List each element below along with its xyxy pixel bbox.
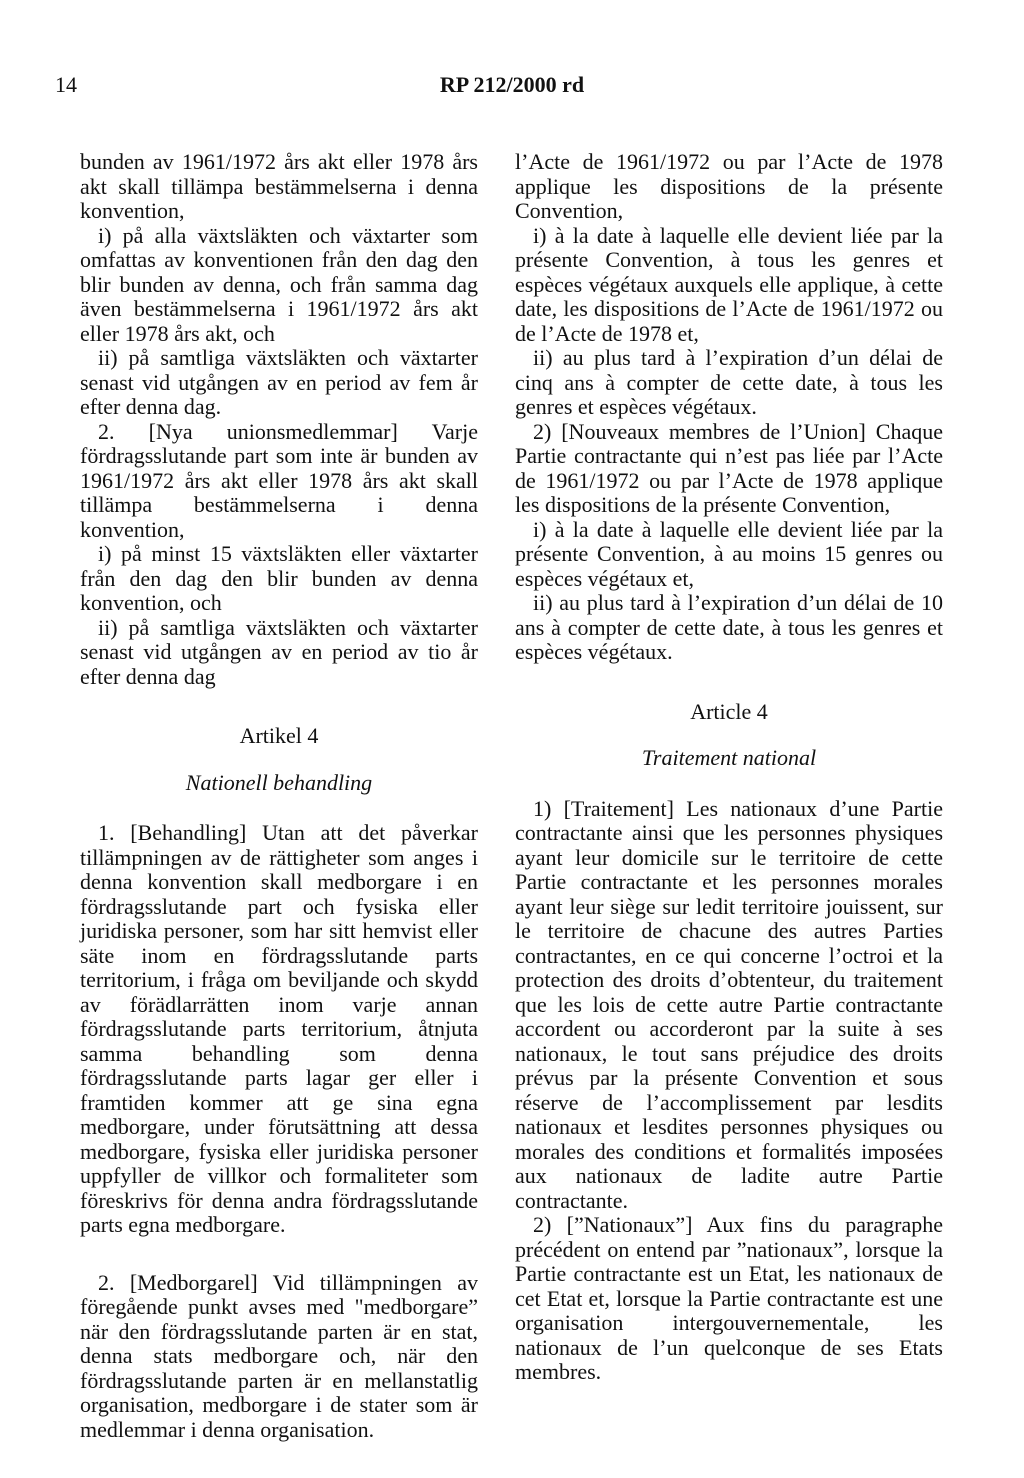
- fr-paragraph-5: i) à la date à laquelle elle devient liée par la présente Convention, à au moins 15 genres ou espèces végétaux et,: [515, 516, 943, 591]
- sv-paragraph-8: 2. [Medborgarel] Vid tillämpningen av föregående punkt avses med "medborgare” när den fördragsslutande parten är en stat, denna stats medborgare och, när den fördragsslutande parten är en mellanstatlig organisation, medborgare i de stater som är medlemmar i denna organisation.: [80, 1269, 478, 1442]
- fr-paragraph-4: 2) [Nouveaux membres de l’Union] Chaque Partie contractante qui n’est pas liée par l’Acte de 1961/1972 ou par l’Acte de 1978 applique les dispositions de la présente Convention,: [515, 418, 943, 517]
- french-column: [515, 150, 943, 1385]
- sv-paragraph-2: i) på alla växtsläkten och växtarter som omfattas av konventionen från den dag den blir bunden av denna, och från samma dag även bestämmelserna i 1961/1972 års akt eller 1978 års akt, och: [80, 222, 478, 346]
- fr-paragraph-7: 1) [Traitement] Les nationaux d’une Partie contractante ainsi que les personnes physiques ayant leur domicile sur le territoire de cette Partie contractante et les personnes morales ayant leur siège sur ledit territoire jouissent, sur le territoire de chacune des autres Parties contractantes, en ce qui concerne l’octroi et la protection des droits d’obtenteur, du traitement que les lois de cette autre Partie contractante accordent ou accorderont par la suite à ses nationaux, le tout sans préjudice des droits prévus par la présente Convention et sous réserve de l’accomplissement par lesdits nationaux et lesdites personnes physiques ou morales des conditions et formalités imposées aux nationaux de ladite autre Partie contractante.: [515, 795, 943, 1213]
- fr-article-subtitle: Traitement national: [641, 745, 817, 770]
- sv-paragraph-5: i) på minst 15 växtsläkten eller växtarter från den dag den blir bunden av denna konvention, och: [80, 541, 478, 615]
- sv-paragraph-6: ii) på samtliga växtsläkten och växtarter senast vid utgången av en period av tio år efter denna dag: [80, 614, 478, 689]
- fr-paragraph-3: ii) au plus tard à l’expiration d’un délai de cinq ans à compter de cette date, à tous les genres et espèces végétaux.: [515, 345, 943, 419]
- sv-paragraph-1: bunden av 1961/1972 års akt eller 1978 års akt skall tillämpa bestämmelserna i denna konvention,: [80, 149, 478, 223]
- page-number: 14: [55, 72, 77, 97]
- fr-paragraph-8: 2) [”Nationaux”] Aux fins du paragraphe précédent on entend par ”nationaux”, lorsque la Partie contractante est un Etat, les nationaux de cet Etat et, lorsque la Partie contractante est une organisation intergouvernementale, les nationaux de l’un quelconque de ses Etats membres.: [515, 1212, 943, 1384]
- sv-paragraph-7: 1. [Behandling] Utan att det påverkar tillämpningen av de rättigheter som anges i denna konvention skall medborgare i en fördragsslutande part och fysiska eller juridiska personer, som har sitt hemvist eller säte inom en fördragsslutande parts territorium, i fråga om beviljande och skydd av förädlarrätten inom varje annan fördragsslutande parts territorium, åtnjuta samma behandling som denna fördragsslutande parts lagar ger eller i framtiden kommer att ge sina egna medborgare, under förutsättning att dessa medborgare, fysiska eller juridiska personer uppfyller de villkor och formaliteter som föreskrivs för denna andra fördragsslutande parts egna medborgare.: [80, 820, 478, 1237]
- fr-article-title: Article 4: [690, 698, 768, 724]
- fr-paragraph-2: i) à la date à laquelle elle devient liée par la présente Convention, à tous les genres et espèces végétaux auxquels elle applique, à cette date, les dispositions de l’Acte de 1961/1972 ou de l’Acte de 1978 et,: [515, 222, 943, 346]
- sv-article-subtitle: Nationell behandling: [185, 769, 373, 795]
- document-reference: RP 212/2000 rd: [439, 72, 585, 97]
- fr-paragraph-1: l’Acte de 1961/1972 ou par l’Acte de 1978 applique les dispositions de la présente Convention,: [515, 149, 943, 223]
- fr-paragraph-6: ii) au plus tard à l’expiration d’un délai de 10 ans à compter de cette date, à tous les genres et espèces végétaux.: [515, 590, 943, 664]
- sv-paragraph-3: ii) på samtliga växtsläkten och växtarter senast vid utgången av en period av fem år efter denna dag.: [80, 345, 478, 419]
- sv-paragraph-4: 2. [Nya unionsmedlemmar] Varje fördragsslutande part som inte är bunden av 1961/1972 års akt eller 1978 års akt skall tillämpa bestämmelserna i denna konvention,: [80, 418, 478, 542]
- swedish-column: [80, 150, 478, 1442]
- sv-article-title: Artikel 4: [239, 723, 319, 748]
